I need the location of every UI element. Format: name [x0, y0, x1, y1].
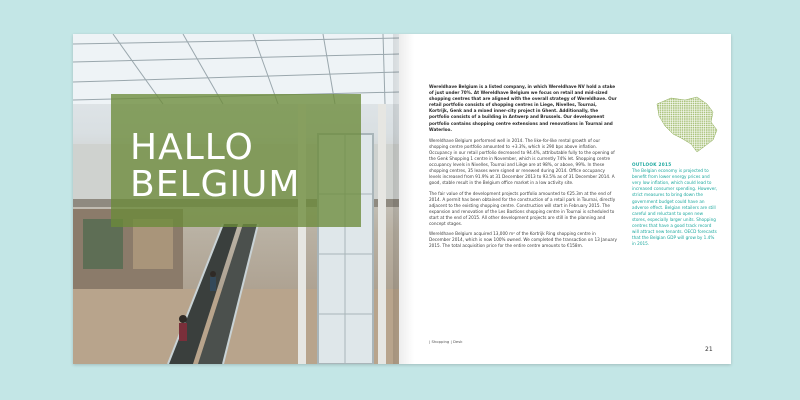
sidebar-body: The Belgian economy is projected to benefit from lower energy prices and very low inflation, which could lead to increased consumer spending. However, strict measures to bring down the government budget could have an adverse effect. Belgian retailers are still careful and reluctant to open new stores, especially larger units. Shopping centres that have a good track record will attract new tenants. OECD forecasts that the Belgian GDP will grow by 1.4% in 2015.: [632, 168, 718, 247]
body-paragraph-1: Wereldhave Belgium performed well in 2014. The like-for-like rental growth of our shopping centre portfolio amounted to +3.3%, which is 290 bps above inflation. Occupancy in our retail portfolio decreased to 94.4%, attributable fully to the opening of the Genk Shopping 1 centre in November, which is currently 74% let. Shopping centre occupancy levels in Nivelles, Tournai and Liège are at 98%, or above, 99%. In these shopping centres, 35 leases were signed or renewed during 2014. Office occupancy levels increased from 91.9% at 31 December 2013 to 93.5% as of 31 December 2014. A good, stable result in the Belgium office market in a low activity site.: [429, 137, 615, 186]
section-footer: | Shopping | Desk: [429, 339, 463, 344]
headline-line-2: BELGIUM: [130, 164, 301, 205]
belgium-map-icon: [651, 94, 721, 154]
outlook-sidebar: [632, 162, 718, 247]
headline: [130, 129, 399, 203]
sidebar-heading: OUTLOOK 2015: [632, 162, 672, 167]
intro-paragraph: Wereldhave Belgium is a listed company, in which Wereldhave NV hold a stake of just under 70%. At Wereldhave Belgium we focus on retail and mid-sized shopping centres that are aligned with the overall strategy of Wereldhave. Our retail portfolio consists of shopping centres in Liege, Nivelles, Tournai, Kortrijk, Genk and a mixed inner-city project in Ghent. Additionally, the portfolio consists of a building in Antwerp and Brussels. Our development portfolio contains shopping centre extensions and renovations in Tournai and Waterloo.: [429, 84, 617, 132]
body-paragraph-2: The fair value of the development projects portfolio amounted to €25.3m at the end of 2014. A permit has been obtained for the construction of a retail park in Tournai, directly adjacent to the existing shopping centre. Construction will start in February 2015. The expansion and renovation of the Les Bastions shopping centre in Tournai is scheduled to start at the end of 2015. All other development projects are still in the planning and concept stages.: [429, 190, 616, 226]
headline-line-1: HALLO: [130, 127, 254, 168]
body-paragraph-3: Wereldhave Belgium acquired 13,000 m² of the Kortrijk Ring shopping centre in December 2014, which is now 100% owned. We completed the transaction on 13 January 2015. The total acquisition price for the entire centre amounts to €158m.: [429, 231, 618, 249]
shopping-mall-photo: [73, 34, 399, 364]
page-number: 21: [705, 346, 713, 353]
main-text-column: [429, 84, 617, 253]
magazine-spread: [73, 34, 731, 364]
